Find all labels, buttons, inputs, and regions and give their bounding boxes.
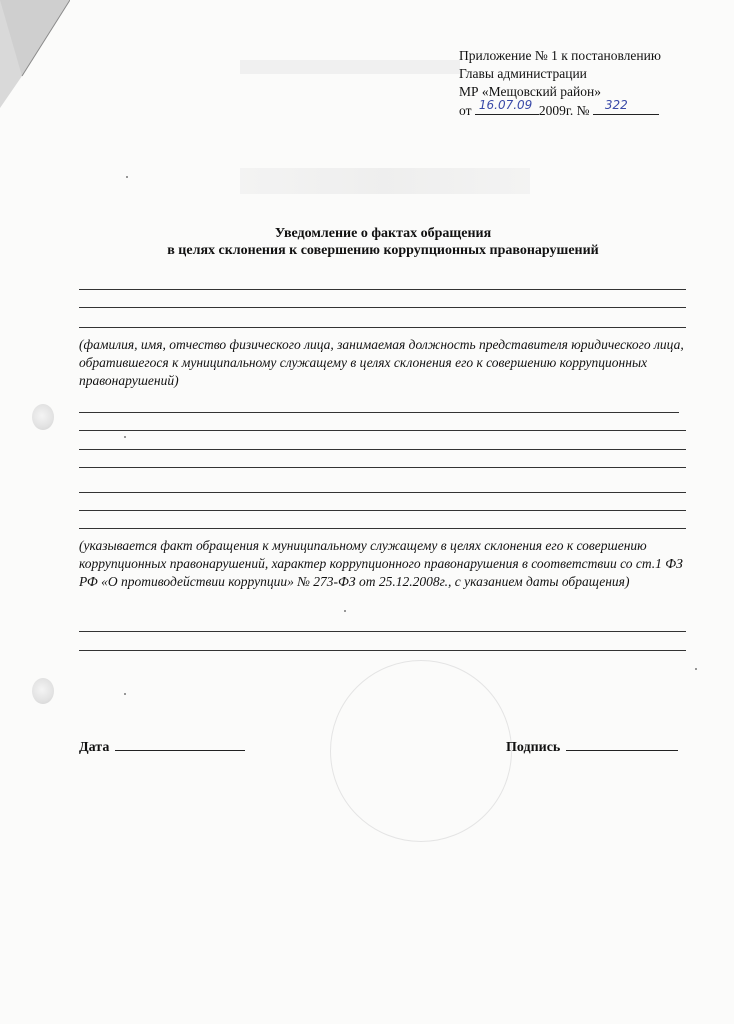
bleed-through-marks <box>330 660 512 842</box>
fill-in-line <box>79 449 686 450</box>
fill-in-line <box>79 650 686 651</box>
signature-field <box>506 736 678 756</box>
fill-in-line <box>79 467 686 468</box>
punch-hole <box>32 404 54 430</box>
title-line-2: в целях склонения к совершению коррупционных правонарушений <box>167 243 599 258</box>
fill-in-line <box>79 510 686 511</box>
date-label: Дата <box>79 740 110 755</box>
appendix-date-line <box>459 98 661 120</box>
fill-in-line <box>79 307 686 308</box>
date-blank <box>475 98 539 115</box>
handwritten-number: 322 <box>604 98 628 112</box>
fill-in-line <box>79 289 686 290</box>
fill-in-line <box>79 492 686 493</box>
bleed-through-marks <box>240 60 460 74</box>
date-signature-blank <box>115 736 245 751</box>
punch-hole <box>32 678 54 704</box>
bleed-through-marks <box>240 168 530 194</box>
signature-label: Подпись <box>506 740 561 755</box>
speck <box>344 610 346 612</box>
fill-in-line <box>79 528 686 529</box>
speck <box>124 436 126 438</box>
fill-in-line <box>79 430 686 431</box>
number-blank <box>593 98 659 115</box>
date-prefix: от <box>459 103 472 118</box>
appendix-line-2: Главы администрации <box>459 66 587 81</box>
handwritten-date: 16.07.09 <box>478 98 533 112</box>
fill-in-line <box>79 412 679 413</box>
appendix-line-3: МР «Мещовский район» <box>459 84 601 99</box>
fill-in-line <box>79 327 686 328</box>
speck <box>695 668 697 670</box>
caption-fact: (указывается факт обращения к муниципальному служащему в целях склонения его к совершению коррупционных правонарушений, характер коррупционного правонарушения в соответствии со ст.1 ФЗ РФ «О противодействии коррупции» № 273-ФЗ от 25.12.2008г., с указанием даты обращения) <box>79 538 683 589</box>
folded-corner <box>0 0 70 110</box>
speck <box>126 176 128 178</box>
year-number-label: 2009г. № <box>538 103 590 118</box>
appendix-line-1: Приложение № 1 к постановлению <box>459 48 661 63</box>
signature-blank <box>566 736 678 751</box>
appendix-header <box>459 47 661 120</box>
title-line-1: Уведомление о фактах обращения <box>274 226 492 241</box>
speck <box>124 693 126 695</box>
document-title <box>80 225 686 259</box>
caption-person: (фамилия, имя, отчество физического лица, занимаемая должность представителя юридического лица, обратившегося к муниципальному служащему в целях склонения его к совершению коррупционных правонарушений) <box>79 337 684 388</box>
fill-in-line <box>79 631 686 632</box>
date-field <box>79 736 245 756</box>
